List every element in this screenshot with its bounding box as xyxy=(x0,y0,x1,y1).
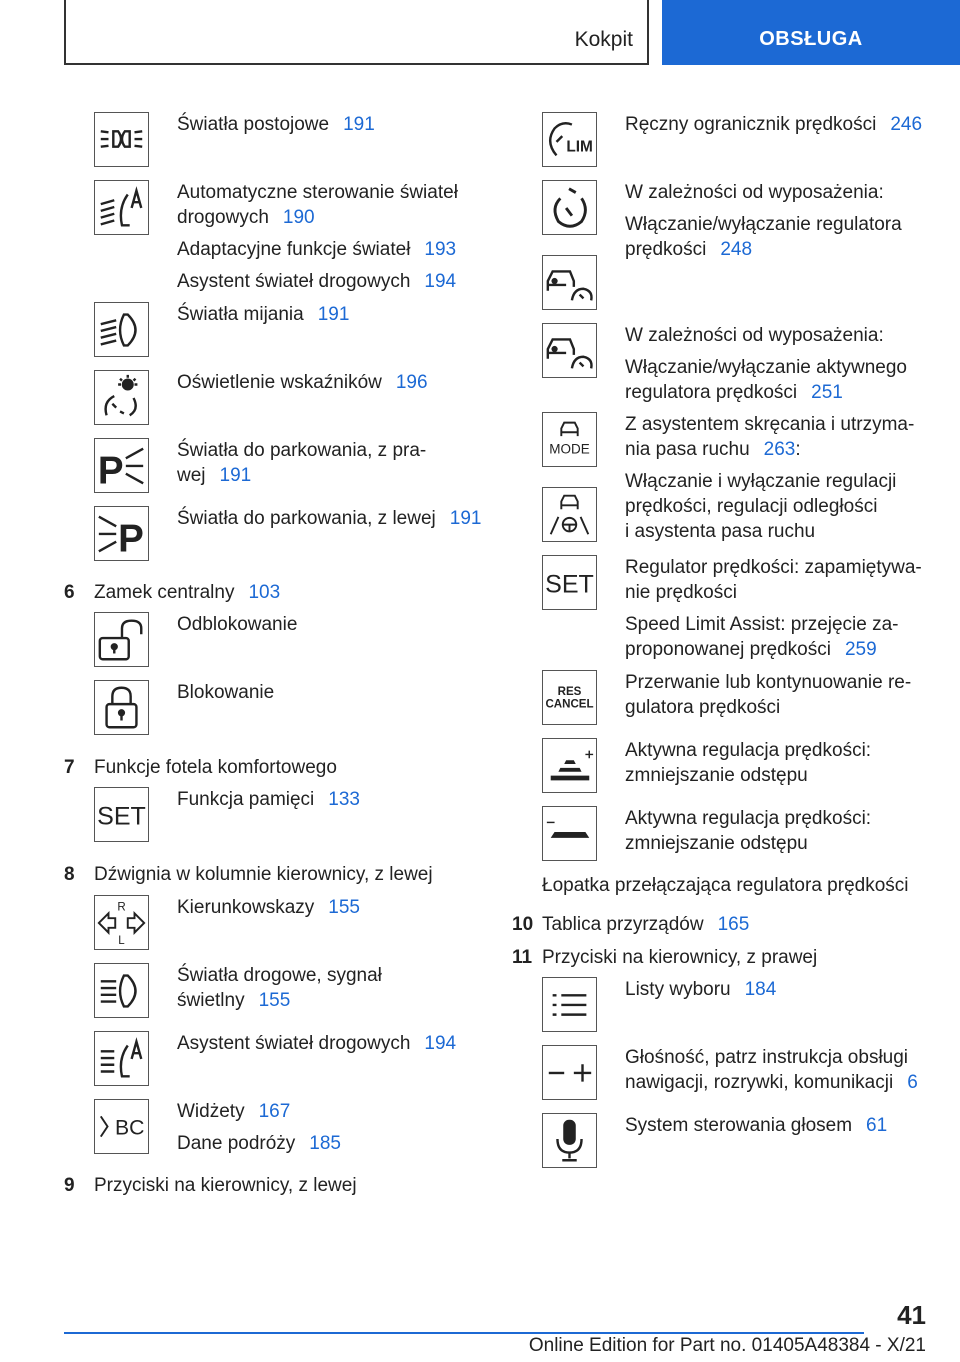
paddle-text: Łopatka przełączająca regulatora prędkości xyxy=(542,875,909,896)
volume-icon xyxy=(542,1045,597,1100)
parking-light-left-text: Światła do parkowania, z lewej 191 xyxy=(177,508,482,529)
section-number: 10 xyxy=(512,914,534,935)
auto-high-beam-text: Automatyczne sterowanie świateł drogowych 190 Adaptacyjne funkcje świateł 193 Asystent świateł drogowych 194 xyxy=(177,182,458,292)
section-number: 7 xyxy=(64,757,75,778)
section-number: 11 xyxy=(512,947,533,968)
speed-set-text: Regulator prędkości: zapamiętywa- nie prędkości Speed Limit Assist: przejęcie za- proponowanej prędkości 259 xyxy=(625,557,922,660)
auto-high-beam-icon xyxy=(94,180,149,235)
page-ref-link[interactable]: 251 xyxy=(811,382,843,403)
high-beam-assist-text: Asystent świateł drogowych 194 xyxy=(177,1033,457,1054)
page-ref-link[interactable]: 133 xyxy=(328,789,360,810)
page-ref-link[interactable]: 246 xyxy=(890,114,923,135)
steering-assist-text: Z asystentem skręcania i utrzyma- nia pasa ruchu 263: Włączanie i wyłączanie regulacji prędkości, regulacji odległości i asystenta pasa ruchu xyxy=(625,414,915,542)
page-ref-link[interactable]: 167 xyxy=(258,1101,291,1122)
page-ref-link[interactable]: 184 xyxy=(744,979,777,1000)
footer-divider xyxy=(64,1332,864,1334)
header-tab-label: OBSŁUGA xyxy=(759,28,863,50)
svg-text:P: P xyxy=(118,517,144,560)
page-number: 41 xyxy=(897,1300,926,1330)
svg-text:P: P xyxy=(97,449,124,492)
unlock-text: Odblokowanie xyxy=(177,614,298,635)
instrument-lighting-text: Oświetlenie wskaźników 196 xyxy=(177,372,428,393)
page-ref-link[interactable]: 190 xyxy=(282,207,315,228)
cruise-control-text: W zależności od wyposażenia: Włączanie/wyłączanie regulatora prędkości 248 xyxy=(625,182,902,260)
section-title: Przyciski na kierownicy, z lewej xyxy=(94,1175,357,1196)
res-cancel-icon xyxy=(542,670,597,725)
high-beam-assist-icon xyxy=(94,1031,149,1086)
page-ref-link[interactable]: 248 xyxy=(720,239,753,260)
section-title: Funkcje fotela komfortowego xyxy=(94,757,337,778)
low-beam-icon xyxy=(94,302,149,357)
svg-text:BC: BC xyxy=(114,1116,145,1140)
speed-limiter-text: Ręczny ogranicznik prędkości 246 xyxy=(625,114,923,135)
page-ref-link[interactable]: 196 xyxy=(395,372,428,393)
distance-minus-text: Aktywna regulacja prędkości: zmniejszanie odstępu xyxy=(625,808,872,854)
section-title: Przyciski na kierownicy, z prawej xyxy=(542,947,818,968)
header-tab[interactable] xyxy=(662,0,960,65)
widgets-text: Widżety 167 Dane podróży 185 xyxy=(177,1101,341,1154)
parking-light-left-icon xyxy=(94,506,149,561)
bc-widget-icon xyxy=(94,1099,149,1154)
high-beam-text: Światła drogowe, sygnał świetlny 155 xyxy=(177,965,382,1011)
high-beam-icon xyxy=(94,963,149,1018)
page-ref-link[interactable]: 263 xyxy=(763,439,796,460)
lock-icon xyxy=(94,680,149,735)
page-ref-link[interactable]: 155 xyxy=(258,990,291,1011)
parking-light-right-text: Światła do parkowania, z pra- wej 191 xyxy=(177,440,427,486)
lane-keeping-icon xyxy=(542,487,597,542)
seat-memory-text: Funkcja pamięci 133 xyxy=(177,789,360,810)
cruise-control-car-icon xyxy=(542,255,597,310)
header-section-title: Kokpit xyxy=(574,28,633,51)
list-icon xyxy=(542,977,597,1032)
page-ref-link[interactable]: 165 xyxy=(717,914,750,935)
svg-text:CANCEL: CANCEL xyxy=(545,698,594,711)
distance-minus-icon xyxy=(542,806,597,861)
distance-plus-text: Aktywna regulacja prędkości: zmniejszanie odstępu xyxy=(625,740,872,786)
section-number: 6 xyxy=(64,582,75,603)
page-ref-link[interactable]: 191 xyxy=(219,465,252,486)
distance-plus-icon xyxy=(542,738,597,793)
svg-text:L: L xyxy=(118,935,125,948)
page-ref-link[interactable]: 259 xyxy=(844,639,877,660)
section-number: 9 xyxy=(64,1175,75,1196)
page-ref-link[interactable]: 194 xyxy=(424,271,457,292)
svg-text:RES: RES xyxy=(557,686,582,699)
active-cruise-control-icon xyxy=(542,323,597,378)
page-ref-link[interactable]: 6 xyxy=(907,1072,918,1093)
section-title: Dźwignia w kolumnie kierownicy, z lewej xyxy=(94,864,433,885)
active-cruise-control-text: W zależności od wyposażenia: Włączanie/wyłączanie aktywnego regulatora prędkości 251 xyxy=(625,325,907,403)
footer-edition: Online Edition for Part no. 01405A48384 - X/21 xyxy=(528,1335,926,1356)
page-ref-link[interactable]: 191 xyxy=(317,304,350,325)
page-ref-link[interactable]: 194 xyxy=(424,1033,457,1054)
parking-lights-icon xyxy=(94,112,149,167)
page-ref-link[interactable]: 103 xyxy=(248,582,281,603)
svg-text:LIM: LIM xyxy=(566,138,593,156)
cruise-control-icon xyxy=(542,180,597,235)
page-ref-link[interactable]: 61 xyxy=(866,1115,888,1136)
turn-signal-icon xyxy=(94,895,149,950)
res-cancel-text: Przerwanie lub kontynuowanie re- gulatora prędkości xyxy=(625,672,912,718)
page-ref-link[interactable]: 191 xyxy=(449,508,482,529)
instrument-lighting-icon xyxy=(94,370,149,425)
page-ref-link[interactable]: 193 xyxy=(424,239,457,260)
turn-signal-text: Kierunkowskazy 155 xyxy=(177,897,360,918)
section-title: Tablica przyrządów 165 xyxy=(542,914,750,935)
volume-text: Głośność, patrz instrukcja obsługi nawigacji, rozrywki, komunikacji 6 xyxy=(625,1047,918,1093)
svg-text:SET: SET xyxy=(545,570,594,599)
selection-lists-text: Listy wyboru 184 xyxy=(625,979,777,1000)
unlock-icon xyxy=(94,612,149,667)
parking-lights-text: Światła postojowe 191 xyxy=(177,114,375,135)
speed-limiter-lim-icon xyxy=(542,112,597,167)
section-number: 8 xyxy=(64,864,75,885)
seat-memory-set-icon xyxy=(94,787,149,842)
svg-text:R: R xyxy=(117,901,126,914)
section-title: Zamek centralny 103 xyxy=(94,582,281,603)
header-section xyxy=(64,0,649,65)
low-beam-text: Światła mijania 191 xyxy=(177,304,350,325)
mode-icon xyxy=(542,412,597,467)
microphone-icon xyxy=(542,1113,597,1168)
svg-text:SET: SET xyxy=(97,802,146,831)
voice-control-text: System sterowania głosem 61 xyxy=(625,1115,888,1136)
speed-set-icon xyxy=(542,555,597,610)
lock-text: Blokowanie xyxy=(177,682,275,703)
page-ref-link[interactable]: 155 xyxy=(328,897,360,918)
page-ref-link[interactable]: 191 xyxy=(343,114,375,135)
svg-text:MODE: MODE xyxy=(549,441,590,457)
page-ref-link[interactable]: 185 xyxy=(309,1133,341,1154)
parking-light-right-icon xyxy=(94,438,149,493)
